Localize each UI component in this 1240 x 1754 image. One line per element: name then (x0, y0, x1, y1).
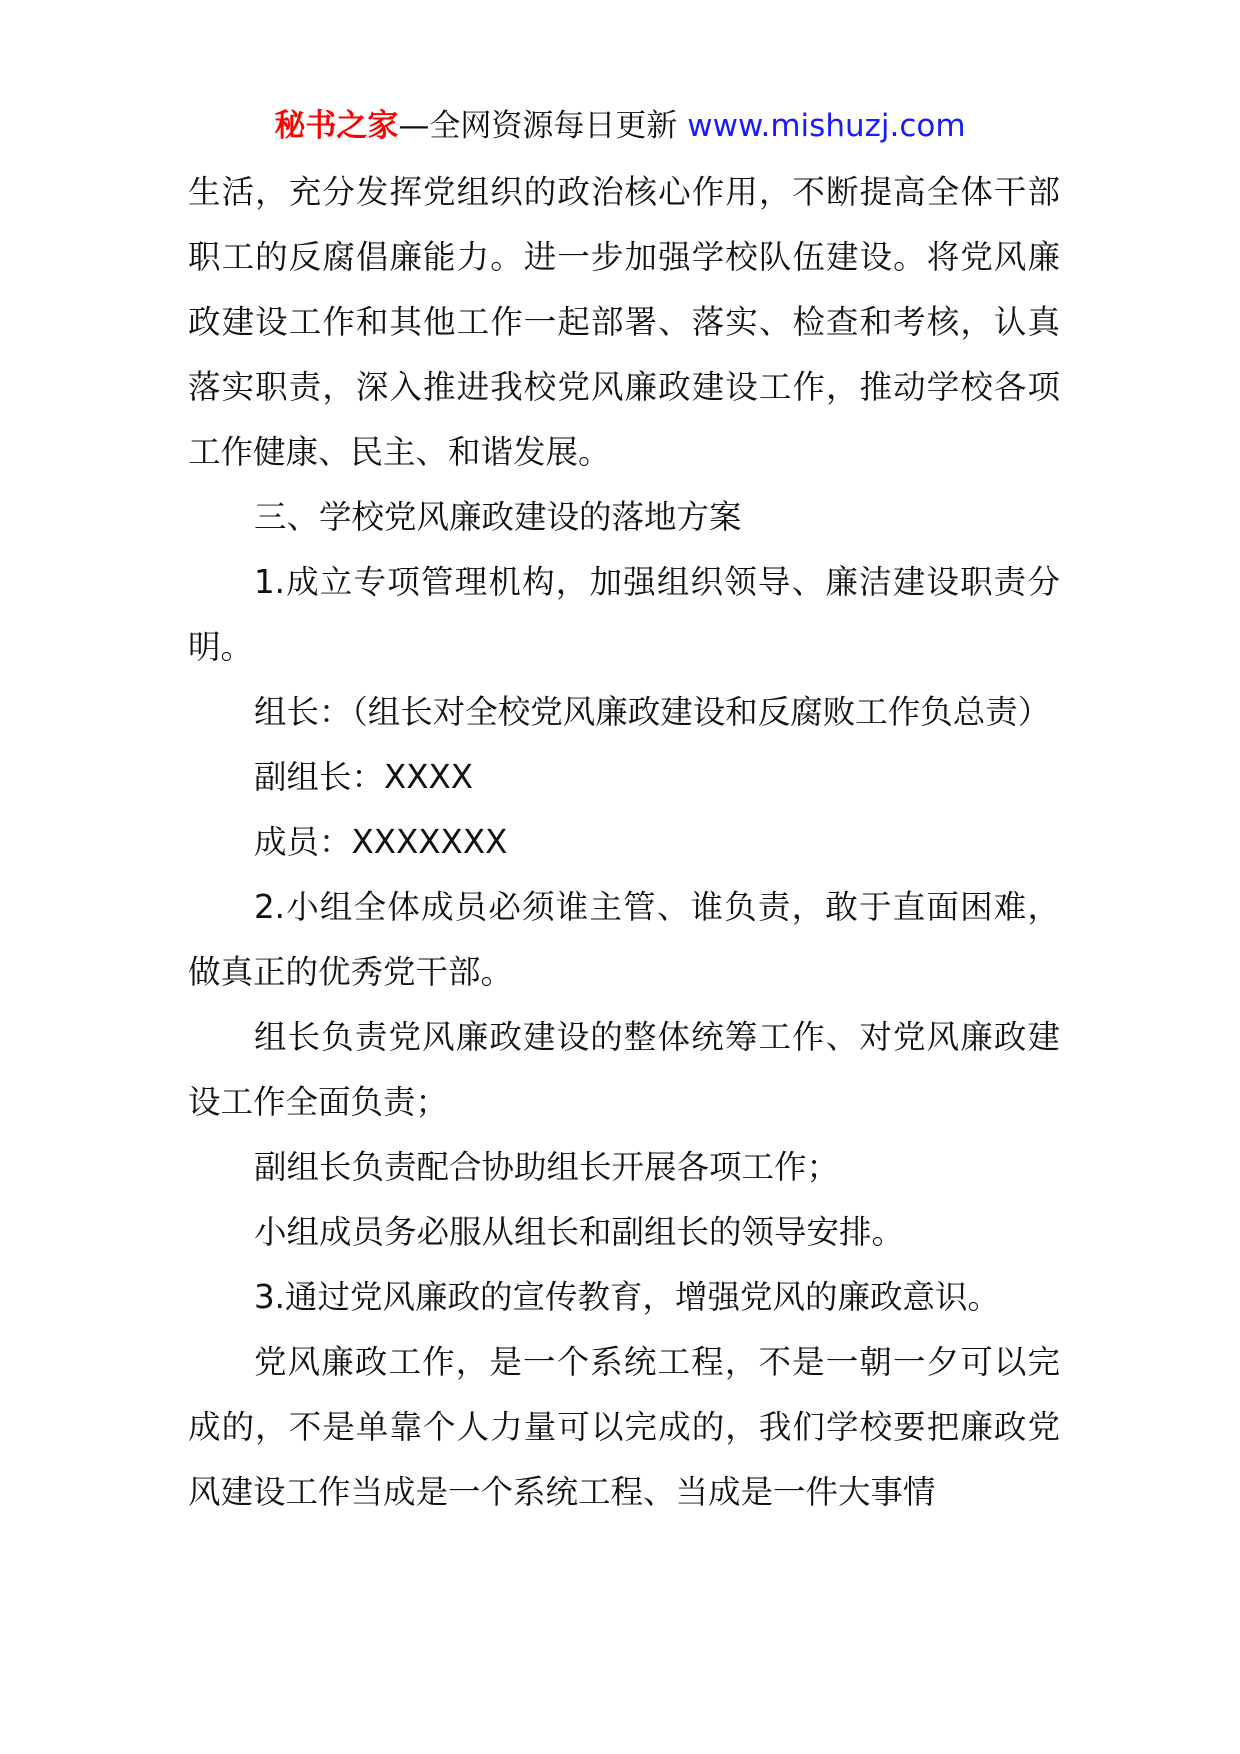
paragraph-leader: 组长：（组长对全校党风廉政建设和反腐败工作负总责） (254, 693, 1051, 731)
paragraph-continuation: 生活，充分发挥党组织的政治核心作用，不断提高全体干部职工的反腐倡廉能力。进一步加强学校队伍建设。将党风廉政建设工作和其他工作一起部署、落实、检查和考核，认真落实职责，深入推进我校党风廉政建设工作，推动学校各项工作健康、民主、和谐发展。 (188, 173, 1060, 471)
paragraph-item-3: 3.通过党风廉政的宣传教育，增强党风的廉政意识。 (254, 1278, 1001, 1316)
document-body (188, 160, 1060, 1525)
site-tagline: —全网资源每日更新 (398, 108, 688, 144)
site-url-link[interactable]: www.mishuzj.com (687, 108, 966, 144)
paragraph-members: 成员：XXXXXXX (254, 823, 508, 861)
paragraph-item-1: 1.成立专项管理机构，加强组织领导、廉洁建设职责分明。 (188, 563, 1060, 666)
paragraph-deputy-duty: 副组长负责配合协助组长开展各项工作； (254, 1148, 840, 1186)
paragraph-deputy-leader: 副组长：XXXX (254, 758, 474, 796)
paragraph-item-2: 2.小组全体成员必须谁主管、谁负责，敢于直面困难，做真正的优秀党干部。 (188, 888, 1060, 991)
page-header (0, 104, 1240, 148)
paragraph-system-engineering: 党风廉政工作，是一个系统工程，不是一朝一夕可以完成的，不是单靠个人力量可以完成的，我们学校要把廉政党风建设工作当成是一个系统工程、当成是一件大事情 (188, 1343, 1060, 1511)
paragraph-member-duty: 小组成员务必服从组长和副组长的领导安排。 (254, 1213, 905, 1251)
paragraph-leader-duty: 组长负责党风廉政建设的整体统筹工作、对党风廉政建设工作全面负责； (188, 1018, 1060, 1121)
site-brand: 秘书之家 (274, 108, 399, 144)
section-heading: 三、学校党风廉政建设的落地方案 (254, 498, 742, 536)
